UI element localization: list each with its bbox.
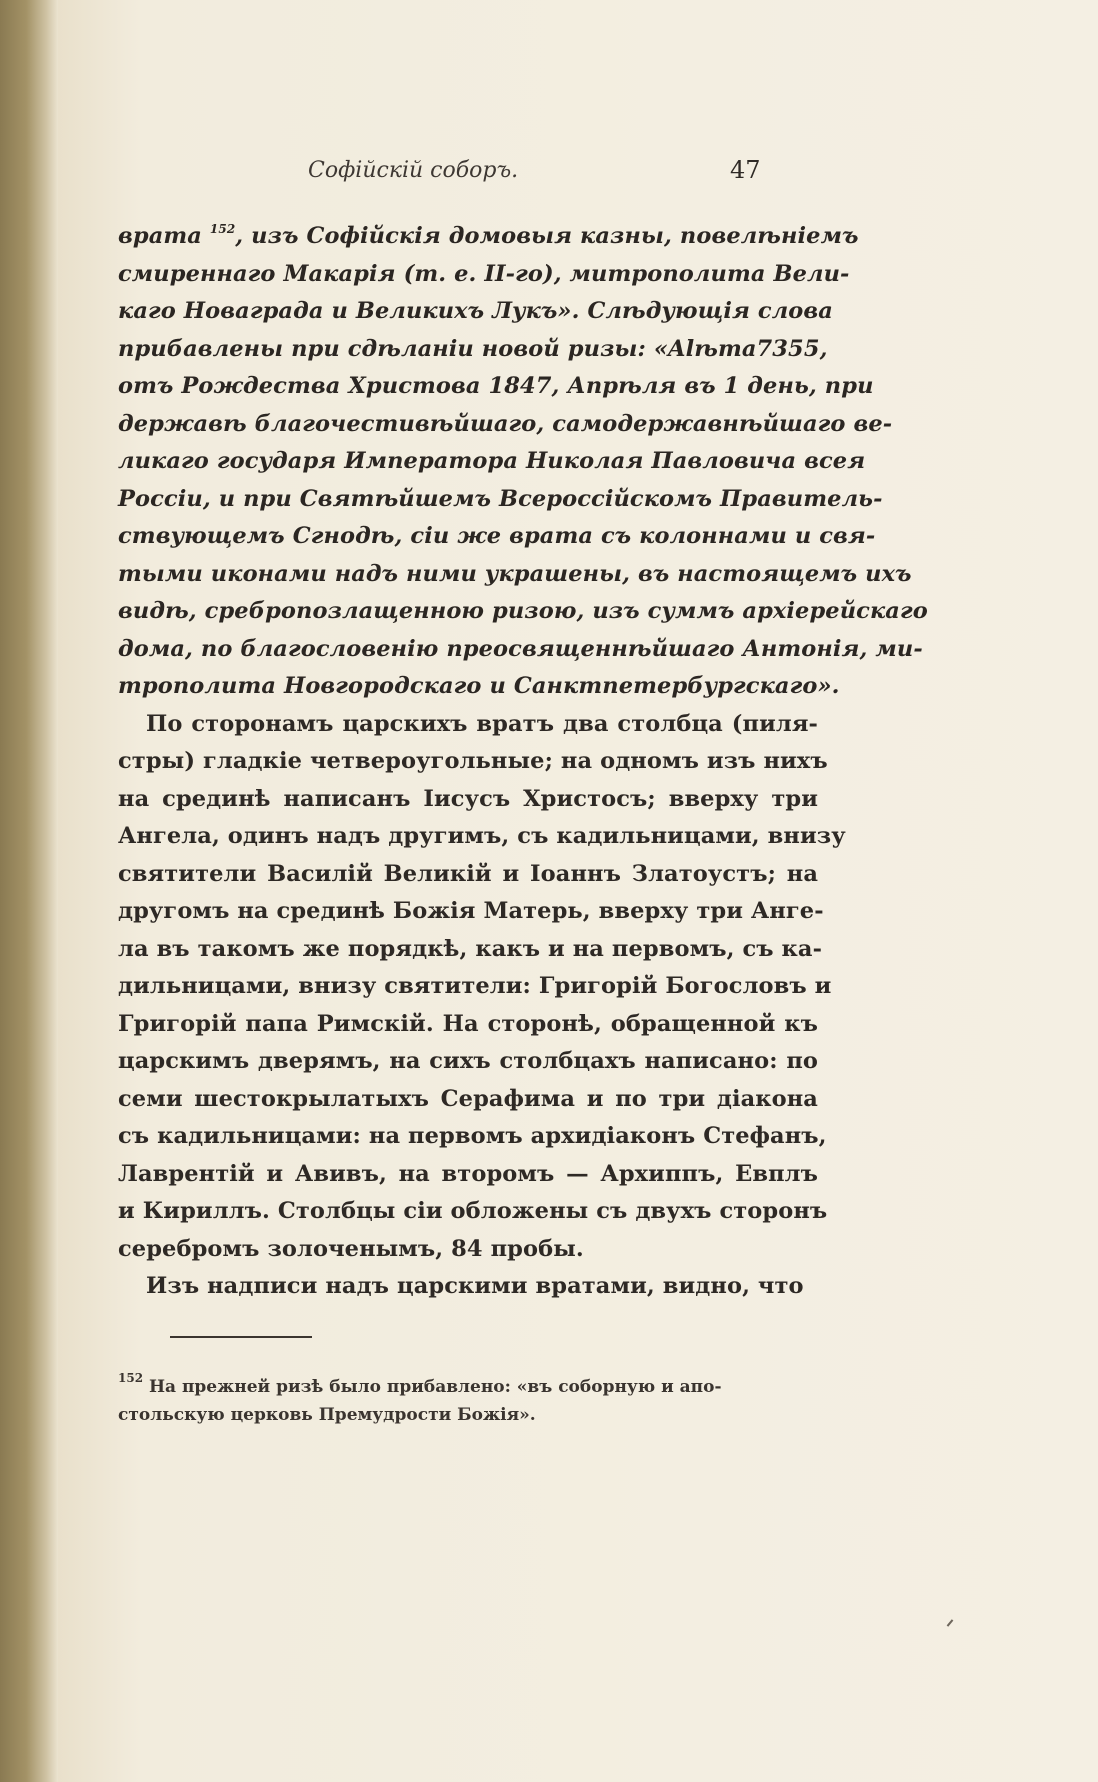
text-line: По сторонамъ царскихъ вратъ два столбца (пиля-: [146, 710, 818, 737]
text-line: тыми иконами надъ ними украшены, въ настоящемъ ихъ: [118, 560, 912, 587]
text-line: съ кадильницами: на первомъ архидіаконъ Стефанъ,: [118, 1123, 827, 1149]
text-line: святители Василій Великій и Іоаннъ Златоустъ; на: [118, 860, 818, 887]
text-line: видѣ, сребропозлащенною ризою, изъ суммъ архіерейскаго: [118, 598, 928, 624]
text-line: ствующемъ Сгнодѣ, сіи же врата съ колоннами и свя-: [118, 523, 876, 549]
text-line: смиреннаго Макарія (т. е. II-го), митрополита Вели-: [118, 260, 850, 287]
text-line: Григорій папа Римскій. На сторонѣ, обращенной къ: [118, 1010, 818, 1037]
text-line: другомъ на срединѣ Божія Матерь, вверху три Анге-: [118, 898, 824, 924]
main-text: [118, 218, 928, 1306]
text-line: Изъ надписи надъ царскими вратами, видно, что: [146, 1273, 804, 1299]
running-title: Софійскій соборъ.: [308, 158, 519, 183]
text-line: каго Новаграда и Великихъ Лукъ». Слѣдующія слова: [118, 298, 833, 324]
book-binding-shadow: [0, 0, 58, 1782]
text-line: отъ Рождества Христова 1847, Апрѣля въ 1 день, при: [118, 373, 874, 399]
text-line: и Кириллъ. Столбцы сіи обложены съ двухъ сторонъ: [118, 1198, 828, 1224]
text-line: Ангела, одинъ надъ другимъ, съ кадильницами, внизу: [118, 823, 846, 849]
page-number: 47: [730, 156, 761, 184]
text-line: дильницами, внизу святители: Григорій Богословъ и: [118, 973, 832, 999]
paragraph: [118, 706, 846, 1306]
text-line: прибавлены при сдѣланіи новой ризы: «Alѣта7355,: [118, 335, 828, 362]
footnote-line: стольскую церковь Премудрости Божія».: [118, 1405, 536, 1425]
inscription-quote: [118, 218, 928, 706]
text-line: трополита Новгородскаго и Санктпетербургскаго».: [118, 673, 840, 699]
text-line: Лаврентій и Авивъ, на второмъ — Архиппъ, Евплъ: [118, 1160, 818, 1187]
footnote-marker: 152: [118, 1371, 144, 1385]
text-line: царскимъ дверямъ, на сихъ столбцахъ написано: по: [118, 1048, 818, 1074]
text-line: на срединѣ написанъ Іисусъ Христосъ; вверху три: [118, 785, 818, 812]
text-line: ла въ такомъ же порядкѣ, какъ и на первомъ, съ ка-: [118, 935, 823, 962]
text-line: стры) гладкіе четвероугольные; на одномъ изъ нихъ: [118, 748, 828, 774]
footnote-divider: [170, 1336, 312, 1338]
pencil-mark: [947, 1619, 954, 1626]
page-header: [58, 158, 1098, 188]
text-line: державѣ благочестивѣйшаго, самодержавнѣйшаго ве-: [118, 410, 893, 437]
text-line: семи шестокрылатыхъ Серафима и по три діакона: [118, 1085, 818, 1112]
book-page: [58, 0, 1098, 1782]
footnote: [118, 1373, 818, 1429]
text-line: серебромъ золоченымъ, 84 пробы.: [118, 1235, 584, 1262]
text-line: ликаго государя Императора Николая Павловича всея: [118, 448, 866, 474]
footnote-reference: 152: [209, 222, 236, 236]
text-line: Россіи, и при Святѣйшемъ Всероссійскомъ Правитель-: [118, 485, 883, 512]
text-line: дома, по благословенію преосвященнѣйшаго Антонія, ми-: [118, 635, 923, 662]
footnote-line: $^{152}$ На прежней ризѣ было прибавлено: «въ соборную и апо-: [118, 1371, 722, 1397]
text-line: врата $^{152}$, изъ Софійскія домовыя казны, повелѣніемъ: [118, 222, 859, 249]
